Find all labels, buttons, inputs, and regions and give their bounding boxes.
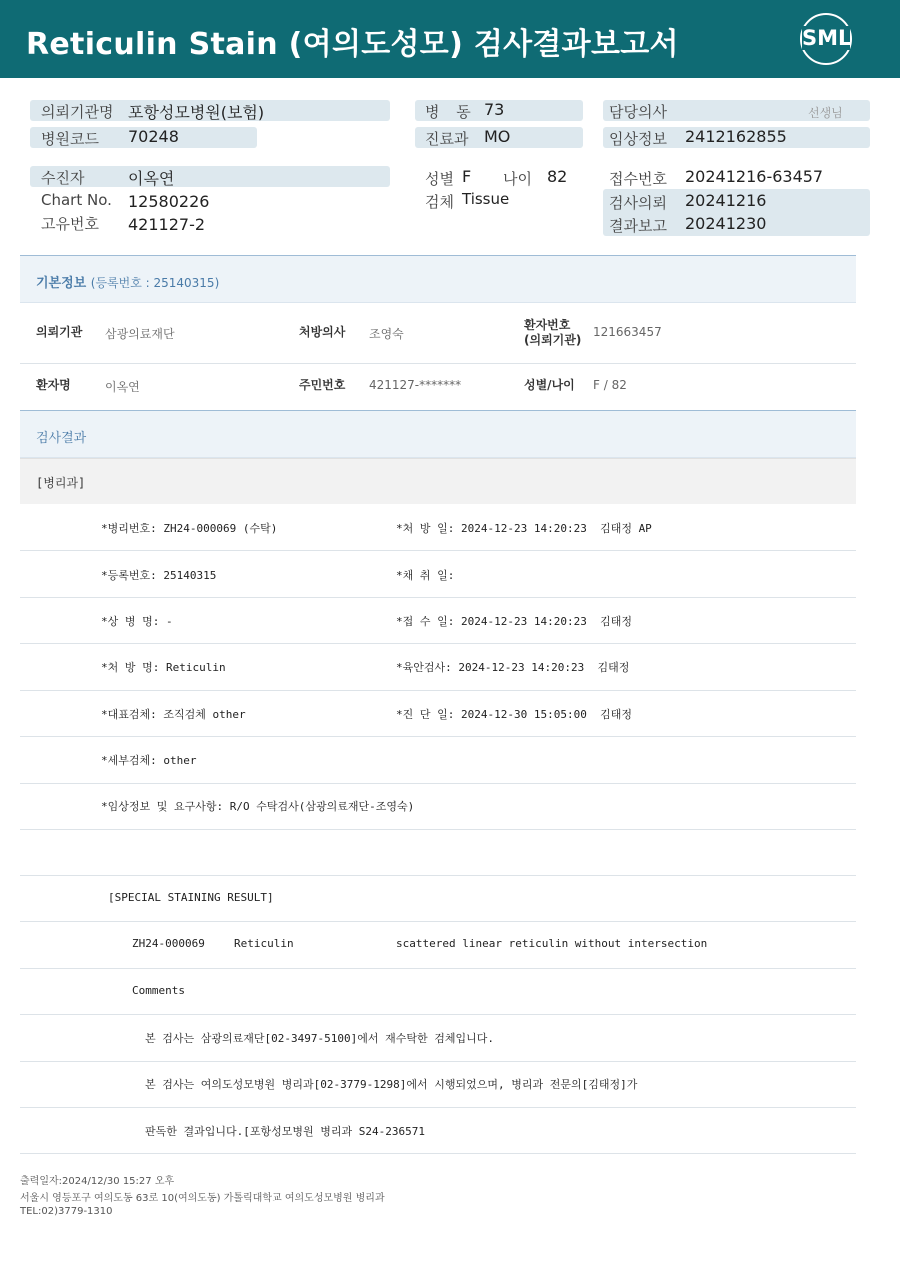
specimen-value: Tissue [462,190,510,208]
result-line-right: *육안검사: 2024-12-23 14:20:23 김태정 [396,661,630,674]
clinical-label: 임상정보 [609,130,667,148]
sexage-label: 성별/나이 [524,378,575,392]
ward-label: 병 동 [425,103,477,121]
name-label: 환자명 [36,378,71,392]
result-line-left: *임상정보 및 요구사항: R/O 수탁검사(삼광의료재단-조영숙) [101,800,415,813]
results-title: 검사결과 [36,431,87,446]
sml-logo [800,13,852,65]
divider [20,783,856,784]
hospital-code-value: 70248 [128,127,179,146]
result-line-left: *대표검체: 조직검체 other [101,708,246,721]
sex-value: F [462,167,472,186]
comment-line: 본 검사는 여의도성모병원 병리과[02-3779-1298]에서 시행되었으며, 병리과 전문의[김태정]가 [145,1078,638,1091]
presc-label: 처방의사 [299,325,346,339]
specimen-label: 검체 [425,193,454,211]
inst-label: 의뢰기관 [36,325,83,339]
divider [20,550,856,551]
report-value: 20241230 [685,214,767,233]
ward-value: 73 [484,100,505,119]
unique-value: 421127-2 [128,215,206,234]
divider [20,736,856,737]
divider [20,1153,856,1154]
divider [20,363,856,364]
hospital-code-label: 병원코드 [41,130,99,148]
ptno-label-line1: 환자번호 [524,318,571,332]
special-staining-stain: Reticulin [234,937,294,950]
result-line-right: *접 수 일: 2024-12-23 14:20:23 김태정 [396,615,632,628]
sex-label: 성별 [425,170,454,188]
divider [20,921,856,922]
request-value: 20241216 [685,191,767,210]
basic-info-header [20,255,856,303]
divider [20,1014,856,1015]
special-staining-id: ZH24-000069 [132,937,205,950]
rrn-label: 주민번호 [299,378,346,392]
divider [20,643,856,644]
basic-info-title [36,272,219,291]
result-line-left: *처 방 명: Reticulin [101,661,226,674]
patient-value: 이옥연 [128,169,175,188]
department-label: [병리과] [36,476,86,490]
inst-value: 삼광의료재단 [105,327,175,341]
result-line-right: *진 단 일: 2024-12-30 15:05:00 김태정 [396,708,632,721]
presc-value: 조영숙 [369,327,404,341]
comment-line: 본 검사는 삼광의료재단[02-3497-5100]에서 재수탁한 검체입니다. [145,1032,494,1045]
print-date: 출력일자:2024/12/30 15:27 오후 [20,1176,175,1187]
request-label: 검사의뢰 [609,194,667,212]
divider [20,690,856,691]
doctor-suffix: 선생님 [808,106,843,120]
institution-value: 포항성모병원(보험) [128,103,265,122]
dept-label: 진료과 [425,130,469,148]
ptno-label-line2: (의뢰기관) [524,333,582,347]
receipt-label: 접수번호 [609,170,667,188]
unique-label: 고유번호 [41,215,99,233]
chart-label: Chart No. [41,191,112,209]
special-staining-result: scattered linear reticulin without intersection [396,937,708,950]
comment-line: 판독한 결과입니다.[포항성모병원 병리과 S24-236571 [145,1125,425,1138]
report-title: Reticulin Stain (여의도성모) 검사결과보고서 [26,27,679,62]
registration-number: (등록번호 : 25140315) [90,276,220,290]
logo-text: SML [802,26,852,50]
receipt-value: 20241216-63457 [685,167,824,186]
divider [20,597,856,598]
result-line-right: *채 취 일: [396,569,455,582]
comments-label: Comments [132,984,185,997]
rrn-value: 421127-******* [369,378,462,392]
results-header [20,410,856,458]
sexage-value: F / 82 [593,378,627,392]
institution-label: 의뢰기관명 [41,103,114,121]
divider [20,968,856,969]
divider [20,1061,856,1062]
clinical-value: 2412162855 [685,127,787,146]
footer-address: 서울시 영등포구 여의도동 63로 10(여의도동) 가톨릭대학교 여의도성모병원 병리과 [20,1193,385,1204]
result-line-left: *등록번호: 25140315 [101,569,217,582]
result-line-left: *상 병 명: - [101,615,173,628]
patient-label: 수진자 [41,169,85,187]
result-line-right: *처 방 일: 2024-12-23 14:20:23 김태정 AP [396,522,652,535]
age-label: 나이 [503,170,532,188]
divider [20,829,856,830]
special-staining-title: [SPECIAL STAINING RESULT] [108,891,274,904]
name-value: 이옥연 [105,380,140,394]
dept-value: MO [484,127,511,146]
divider [20,875,856,876]
ptno-label [524,318,581,348]
divider [20,1107,856,1108]
department-row [20,458,856,504]
age-value: 82 [547,167,568,186]
result-line-left: *병리번호: ZH24-000069 (수탁) [101,522,278,535]
chart-value: 12580226 [128,192,210,211]
report-label: 결과보고 [609,217,667,235]
doctor-label: 담당의사 [609,103,667,121]
ptno-value: 121663457 [593,325,662,339]
footer-tel: TEL:02)3779-1310 [20,1206,113,1217]
result-line-left: *세부검체: other [101,754,197,767]
basic-info-title-text: 기본정보 [36,276,87,291]
report-header [0,0,900,78]
